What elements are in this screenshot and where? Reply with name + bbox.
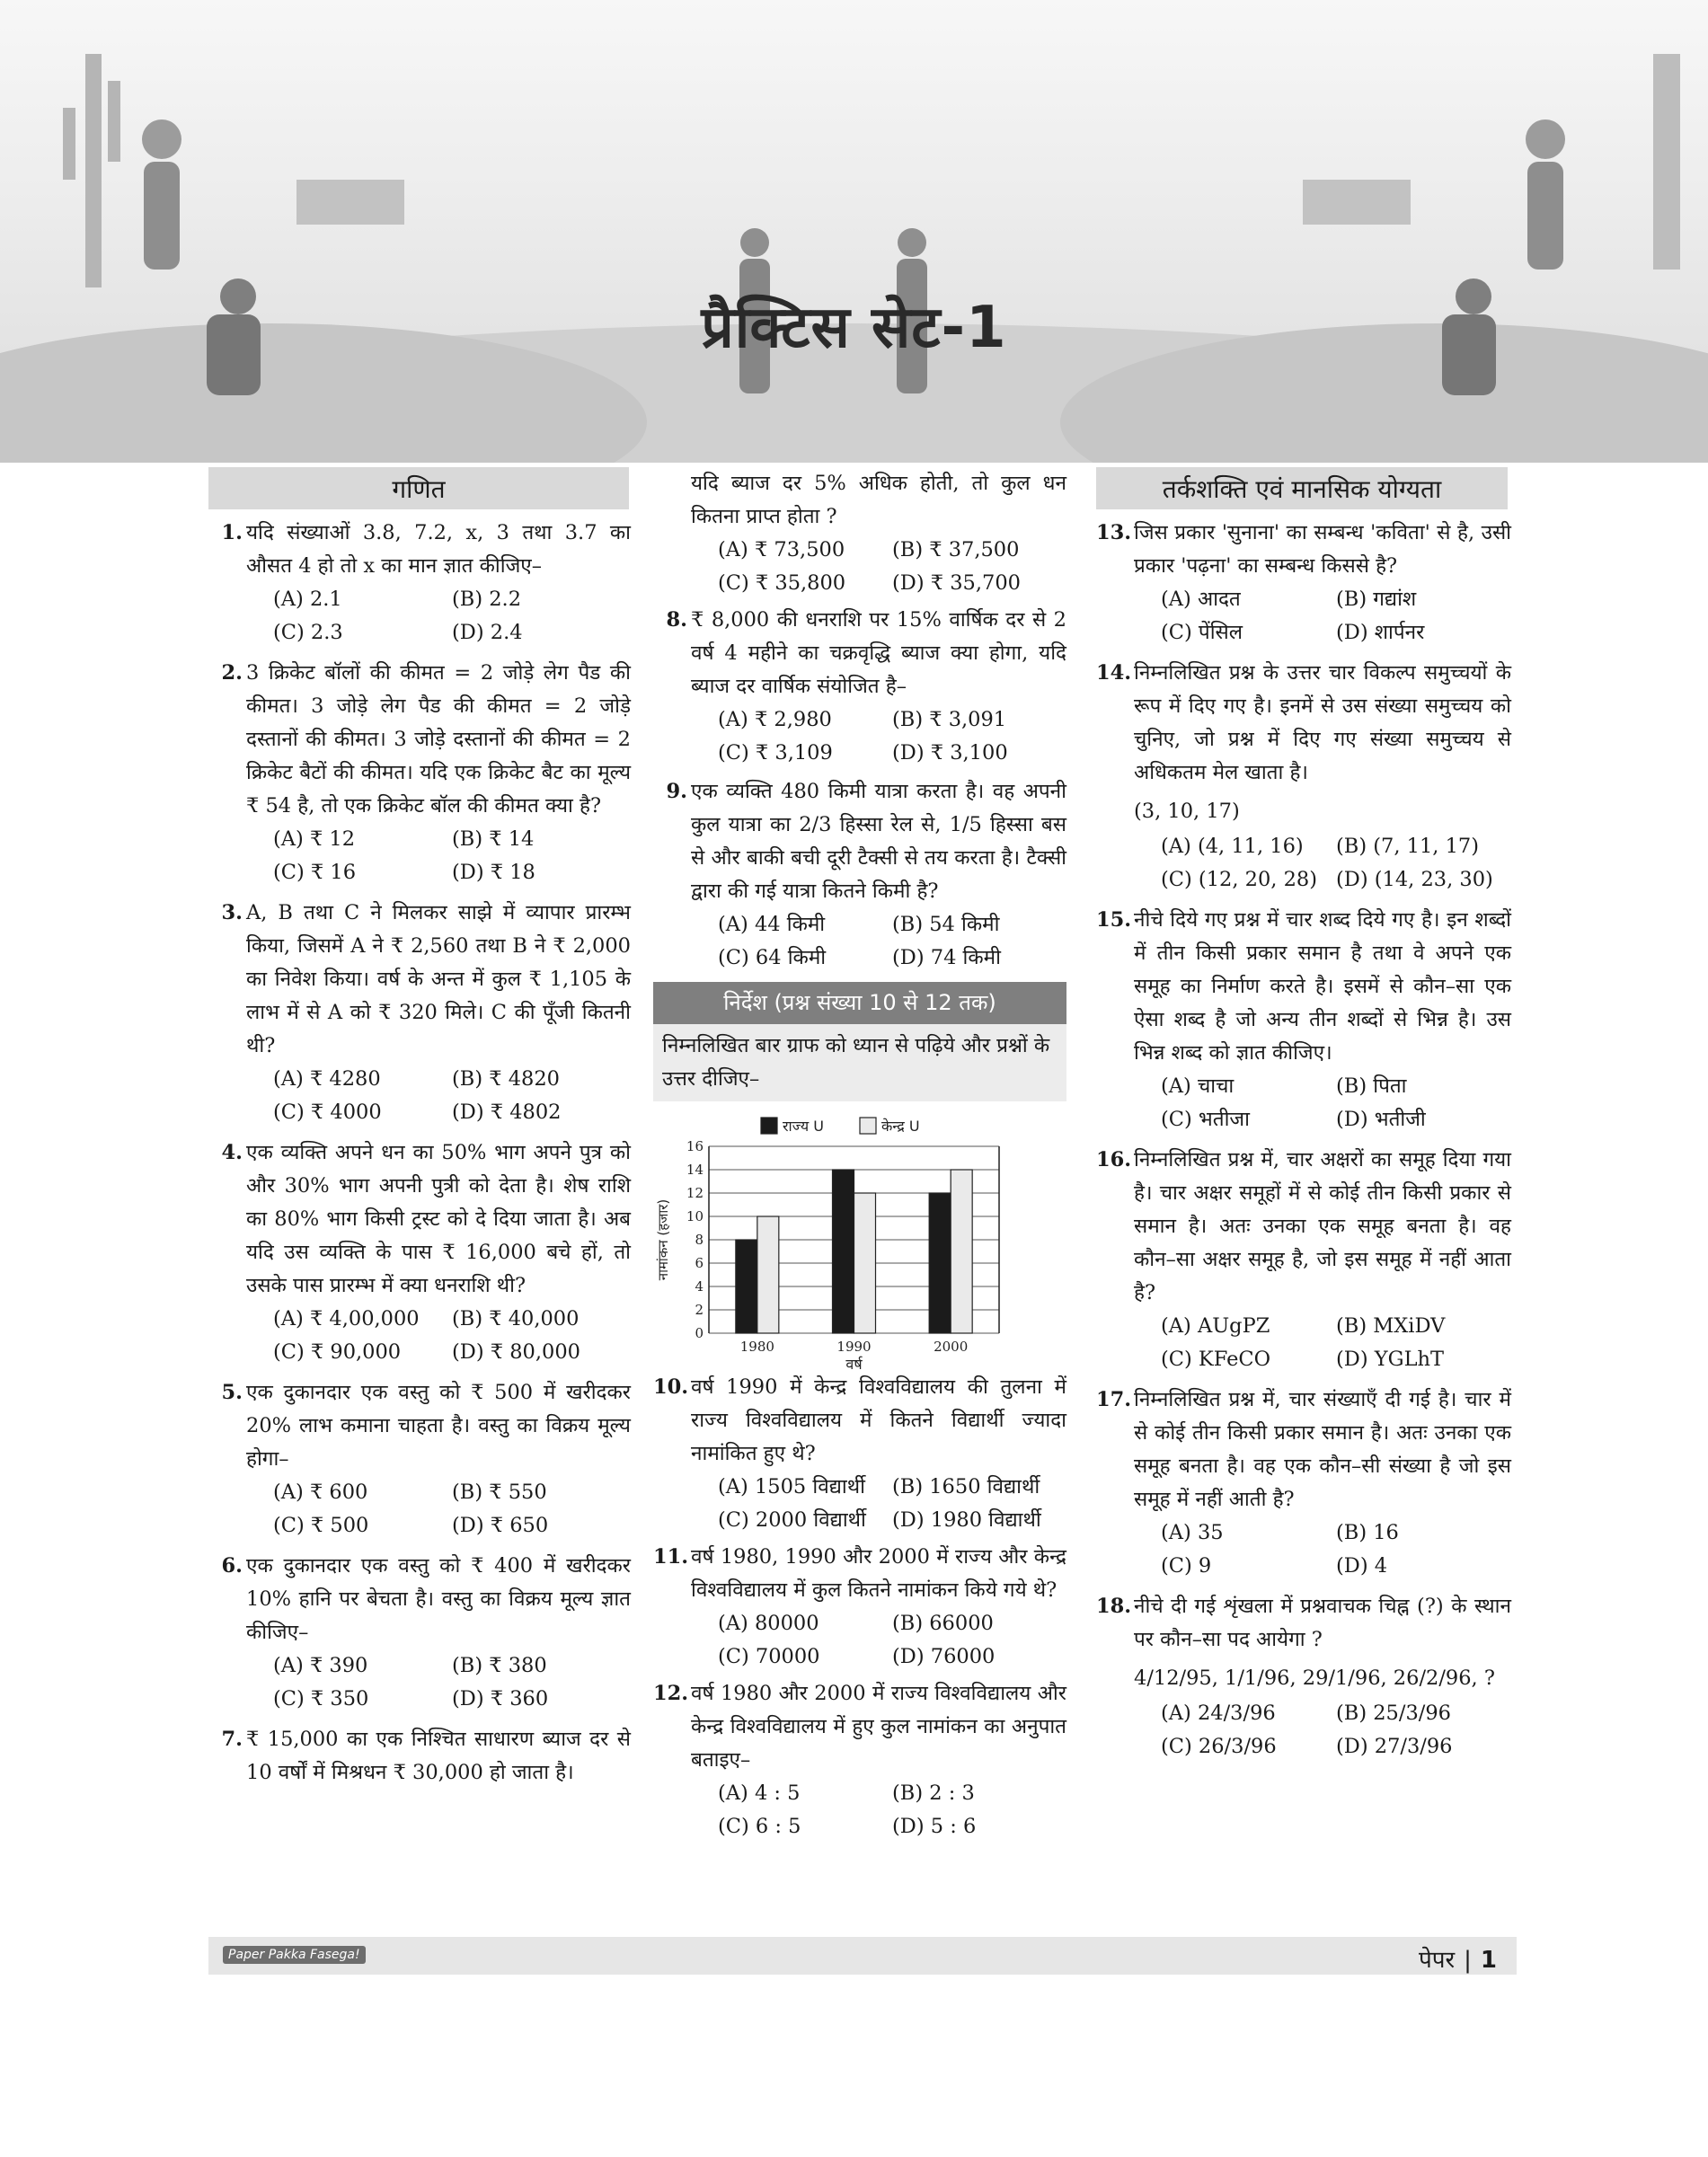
y-tick-label: 10	[686, 1208, 704, 1224]
question-number: 11.	[653, 1545, 689, 1569]
option-c: (C) (12, 20, 28)	[1161, 868, 1317, 891]
question-item	[208, 1136, 631, 1369]
option-a: (A) AUgPZ	[1161, 1314, 1270, 1338]
option-d: (D) ₹ 650	[452, 1514, 549, 1537]
option-b: (B) 2.2	[452, 588, 522, 611]
option-a: (A) ₹ 390	[273, 1654, 368, 1677]
question-item	[208, 1723, 631, 1790]
option-c: (C) ₹ 4000	[273, 1101, 382, 1124]
option-a: (A) 24/3/96	[1161, 1702, 1276, 1725]
option-b: (B) ₹ 37,500	[892, 538, 1020, 561]
legend-label: राज्य U	[783, 1118, 824, 1135]
question-text: वर्ष 1980 और 2000 में राज्य विश्वविद्यालय और केन्द्र विश्वविद्यालय में हुए कुल नामांकन का अनुपात बताइए–	[691, 1682, 1066, 1772]
question-text: जिस प्रकार 'सुनाना' का सम्बन्ध 'कविता' से है, उसी प्रकार 'पढ़ना' का सम्बन्ध किससे है?	[1134, 521, 1511, 578]
question-data: 4/12/95, 1/1/96, 29/1/96, 26/2/96, ?	[1134, 1666, 1495, 1690]
bar-central	[757, 1216, 779, 1333]
question-7-continued	[653, 467, 1066, 600]
y-tick-label: 4	[695, 1278, 704, 1295]
option-b: (B) ₹ 4820	[452, 1067, 560, 1091]
options-grid	[691, 1777, 1066, 1843]
option-d: (D) ₹ 18	[452, 861, 535, 884]
directions-body: निम्नलिखित बार ग्राफ को ध्यान से पढ़िये और प्रश्नों के उत्तर दीजिए–	[653, 1024, 1066, 1101]
page-number-value: 1	[1480, 1947, 1497, 1974]
option-c: (C) 6 : 5	[718, 1815, 801, 1838]
option-b: (B) 66000	[892, 1612, 994, 1635]
option-d: (D) भतीजी	[1336, 1108, 1426, 1131]
x-tick-label: 1990	[836, 1339, 872, 1355]
question-text: निम्नलिखित प्रश्न में, चार अक्षरों का समूह दिया गया है। चार अक्षर समूहों में से कोई तीन किसी प्रकार से समान है। अतः उनका एक समूह बनता है। वह कौन–सा अक्षर समूह है, जो इस समूह में नहीं आता है?	[1134, 1148, 1511, 1304]
options-grid	[691, 703, 1066, 770]
question-number: 8.	[666, 608, 687, 632]
y-tick-label: 8	[695, 1232, 704, 1248]
option-b: (B) 2 : 3	[892, 1781, 975, 1805]
option-c: (C) 70000	[718, 1645, 820, 1668]
option-b: (B) ₹ 14	[452, 827, 535, 851]
option-a: (A) 35	[1161, 1521, 1224, 1544]
options-grid	[246, 1476, 631, 1543]
question-text: निम्नलिखित प्रश्न में, चार संख्याएँ दी गई है। चार में से कोई तीन किसी प्रकार समान है। अतः उनका एक समूह बनता है। वह एक कौन–सी संख्या है जो इस समूह में नहीं आती है?	[1134, 1388, 1511, 1511]
page-footer	[208, 1937, 1517, 1975]
question-text: 3 क्रिकेट बॉलों की कीमत = 2 जोड़े लेग पैड की कीमत। 3 जोड़े लेग पैड की कीमत = 2 जोड़े दस्तानों की कीमत। 3 जोड़े दस्तानों की कीमत = 2 क्रिकेट बैटों की कीमत। यदि एक क्रिकेट बैट का मूल्य ₹ 54 है, तो एक क्रिकेट बॉल की कीमत क्या है?	[246, 661, 631, 818]
question-item	[653, 775, 1066, 975]
question-item	[1096, 657, 1511, 897]
question-text: निम्नलिखित प्रश्न के उत्तर चार विकल्प समुच्चयों के रूप में दिए गए है। इनमें से उस संख्या समुच्चय को चुनिए, जो प्रश्न में दिए गए संख्या समुच्चय से अधिकतम मेल खाता है।	[1134, 661, 1511, 784]
options-grid	[1134, 1516, 1511, 1583]
question-text: यदि संख्याओं 3.8, 7.2, x, 3 तथा 3.7 का औसत 4 हो तो x का मान ज्ञात कीजिए–	[246, 521, 631, 578]
option-b: (B) गद्यांश	[1336, 588, 1417, 611]
option-b: (B) 54 किमी	[892, 913, 1000, 936]
question-item	[653, 1371, 1066, 1537]
question-number: 4.	[221, 1141, 243, 1164]
options-grid	[246, 1649, 631, 1716]
option-d: (D) शार्पनर	[1336, 621, 1425, 644]
options-grid	[246, 823, 631, 889]
option-c: (C) 64 किमी	[718, 946, 827, 969]
option-c: (C) KFeCO	[1161, 1348, 1271, 1371]
y-tick-label: 14	[686, 1162, 704, 1178]
option-d: (D) ₹ 35,700	[892, 571, 1021, 595]
question-number: 10.	[653, 1375, 689, 1399]
question-number: 16.	[1096, 1148, 1132, 1171]
option-c: (C) पेंसिल	[1161, 621, 1243, 644]
option-b: (B) ₹ 40,000	[452, 1307, 580, 1330]
option-a: (A) ₹ 2,980	[718, 708, 832, 731]
option-c: (C) 26/3/96	[1161, 1735, 1277, 1758]
x-axis-label: वर्ष	[845, 1356, 863, 1371]
question-number: 12.	[653, 1682, 689, 1705]
option-b: (B) 16	[1336, 1521, 1399, 1544]
options-grid	[691, 908, 1066, 975]
page-separator: |	[1464, 1947, 1472, 1974]
legend-label: केन्द्र U	[881, 1118, 920, 1135]
question-text: यदि ब्याज दर 5% अधिक होती, तो कुल धन कितना प्राप्त होता ?	[691, 472, 1066, 528]
question-item	[1096, 1383, 1511, 1583]
option-c: (C) 2000 विद्यार्थी	[718, 1508, 866, 1532]
option-a: (A) 2.1	[273, 588, 342, 611]
question-item	[1096, 904, 1511, 1136]
section-heading-maths: गणित	[208, 467, 629, 509]
y-tick-label: 0	[695, 1325, 704, 1341]
x-tick-label: 2000	[934, 1339, 969, 1355]
column-reasoning	[1096, 467, 1511, 1771]
question-data: (3, 10, 17)	[1134, 800, 1240, 823]
question-item	[653, 1541, 1066, 1674]
option-a: (A) चाचा	[1161, 1074, 1235, 1098]
question-text: वर्ष 1980, 1990 और 2000 में राज्य और केन्द्र विश्वविद्यालय में कुल कितने नामांकन किये गये थे?	[691, 1545, 1066, 1602]
option-b: (B) MXiDV	[1336, 1314, 1446, 1338]
question-item	[208, 517, 631, 650]
header-banner	[0, 0, 1708, 463]
question-item	[653, 604, 1066, 770]
question-text: नीचे दिये गए प्रश्न में चार शब्द दिये गए है। इन शब्दों में तीन किसी प्रकार समान है तथा वे अपने एक समूह का निर्माण करते है। इसमें से कौन–सा एक ऐसा शब्द है जो अन्य तीन शब्दों से भिन्न है। उस भिन्न शब्द को ज्ञात कीजिए।	[1134, 908, 1511, 1065]
column-maths	[208, 467, 631, 1797]
question-number: 3.	[221, 901, 243, 924]
option-a: (A) 4 : 5	[718, 1781, 801, 1805]
question-number: 5.	[221, 1381, 243, 1404]
question-text: एक व्यक्ति 480 किमी यात्रा करता है। वह अपनी कुल यात्रा का 2/3 हिस्सा रेल से, 1/5 हिस्सा बस से और बाकी बची दूरी टैक्सी से तय करता है। टैक्सी द्वारा की गई यात्रा कितने किमी है?	[691, 780, 1066, 903]
option-d: (D) 2.4	[452, 621, 523, 644]
banner-illustration	[0, 0, 1708, 463]
question-number: 2.	[221, 661, 243, 685]
x-tick-label: 1980	[739, 1339, 774, 1355]
bar-state	[833, 1170, 854, 1333]
legend-swatch	[860, 1118, 876, 1134]
options-grid	[1134, 830, 1511, 897]
question-number: 18.	[1096, 1595, 1132, 1618]
question-number: 6.	[221, 1554, 243, 1578]
option-b: (B) पिता	[1336, 1074, 1407, 1098]
option-b: (B) 25/3/96	[1336, 1702, 1451, 1725]
question-item	[653, 1677, 1066, 1843]
option-d: (D) 27/3/96	[1336, 1735, 1453, 1758]
option-a: (A) 44 किमी	[718, 913, 826, 936]
option-c: (C) ₹ 350	[273, 1687, 369, 1711]
option-a: (A) ₹ 4280	[273, 1067, 381, 1091]
option-d: (D) 5 : 6	[892, 1815, 977, 1838]
section-heading-reasoning: तर्कशक्ति एवं मानसिक योग्यता	[1096, 467, 1508, 509]
options-grid	[1134, 1310, 1511, 1376]
option-d: (D) 1980 विद्यार्थी	[892, 1508, 1041, 1532]
y-tick-label: 2	[695, 1302, 704, 1318]
option-d: (D) 74 किमी	[892, 946, 1001, 969]
question-item	[1096, 517, 1511, 650]
bar-state	[736, 1240, 757, 1333]
option-b: (B) ₹ 3,091	[892, 708, 1007, 731]
y-axis-label: नामांकन (हजार)	[655, 1198, 671, 1281]
question-text: A, B तथा C ने मिलकर साझे में व्यापार प्रारम्भ किया, जिसमें A ने ₹ 2,560 तथा B ने ₹ 2,000 का निवेश किया। वर्ष के अन्त में कुल ₹ 1,105 के लाभ में से A को ₹ 320 मिले। C की पूँजी कितनी थी?	[246, 901, 631, 1057]
bar-state	[929, 1193, 951, 1333]
question-text: ₹ 8,000 की धनराशि पर 15% वार्षिक दर से 2 वर्ष 4 महीने का चक्रवृद्धि ब्याज क्या होगा, यदि ब्याज दर वार्षिक संयोजित है–	[691, 608, 1066, 698]
question-text: एक व्यक्ति अपने धन का 50% भाग अपने पुत्र को और 30% भाग अपनी पुत्री को देता है। शेष राशि का 80% भाग किसी ट्रस्ट को दे दिया जाता है। अब यदि उस व्यक्ति के पास ₹ 16,000 बचे हों, तो उसके पास प्रारम्भ में क्या धनराशि थी?	[246, 1141, 631, 1297]
y-tick-label: 16	[686, 1138, 704, 1154]
question-number: 15.	[1096, 908, 1132, 932]
option-c: (C) ₹ 35,800	[718, 571, 846, 595]
bar-central	[951, 1170, 972, 1333]
options-grid	[246, 1303, 631, 1369]
question-number: 14.	[1096, 661, 1132, 685]
question-item	[208, 657, 631, 889]
option-d: (D) ₹ 3,100	[892, 741, 1008, 765]
brand-logo: Paper Pakka Fasega!	[223, 1946, 366, 1964]
y-tick-label: 12	[686, 1185, 704, 1201]
question-number: 7.	[221, 1728, 243, 1751]
question-text: एक दुकानदार एक वस्तु को ₹ 400 में खरीदकर 10% हानि पर बेचता है। वस्तु का विक्रय मूल्य ज्ञात कीजिए–	[246, 1554, 631, 1644]
question-text: ₹ 15,000 का एक निश्चित साधारण ब्याज दर से 10 वर्षों में मिश्रधन ₹ 30,000 हो जाता है।	[246, 1728, 631, 1784]
page-title: प्रैक्टिस सेट-1	[701, 295, 1007, 361]
legend-swatch	[761, 1118, 777, 1134]
bar-chart-svg	[653, 1110, 1066, 1371]
option-b: (B) ₹ 550	[452, 1481, 547, 1504]
question-number: 17.	[1096, 1388, 1132, 1411]
question-item	[208, 1376, 631, 1543]
option-c: (C) 2.3	[273, 621, 343, 644]
option-d: (D) ₹ 80,000	[452, 1340, 580, 1364]
options-grid	[246, 583, 631, 650]
option-d: (D) ₹ 360	[452, 1687, 549, 1711]
option-c: (C) ₹ 3,109	[718, 741, 833, 765]
directions-heading: निर्देश (प्रश्न संख्या 10 से 12 तक)	[653, 982, 1066, 1024]
option-b: (B) ₹ 380	[452, 1654, 547, 1677]
options-grid	[1134, 1070, 1511, 1136]
option-c: (C) ₹ 16	[273, 861, 357, 884]
option-d: (D) 76000	[892, 1645, 996, 1668]
question-text: वर्ष 1990 में केन्द्र विश्वविद्यालय की तुलना में राज्य विश्वविद्यालय में कितने विद्यार्थी ज्यादा नामांकित हुए थे?	[691, 1375, 1066, 1465]
bar-central	[854, 1193, 876, 1333]
option-a: (A) ₹ 73,500	[718, 538, 845, 561]
option-d: (D) YGLhT	[1336, 1348, 1445, 1371]
option-a: (A) 1505 विद्यार्थी	[718, 1475, 865, 1498]
option-c: (C) भतीजा	[1161, 1108, 1250, 1131]
question-item	[208, 897, 631, 1129]
question-text: एक दुकानदार एक वस्तु को ₹ 500 में खरीदकर 20% लाभ कमाना चाहता है। वस्तु का विक्रय मूल्य होगा–	[246, 1381, 631, 1471]
question-item	[1096, 1144, 1511, 1376]
options-grid	[691, 1471, 1066, 1537]
question-text: नीचे दी गई शृंखला में प्रश्नवाचक चिह्न (?) के स्थान पर कौन–सा पद आयेगा ?	[1134, 1595, 1511, 1651]
question-number: 1.	[221, 521, 243, 544]
option-a: (A) आदत	[1161, 588, 1241, 611]
option-c: (C) ₹ 500	[273, 1514, 369, 1537]
options-grid	[1134, 1697, 1511, 1764]
question-item	[208, 1550, 631, 1716]
page-number	[1419, 1942, 1497, 1975]
question-item	[1096, 1590, 1511, 1764]
column-middle	[653, 467, 1066, 1847]
options-grid	[246, 1063, 631, 1129]
option-d: (D) ₹ 4802	[452, 1101, 562, 1124]
option-c: (C) 9	[1161, 1554, 1212, 1578]
question-number: 9.	[666, 780, 687, 803]
option-a: (A) ₹ 600	[273, 1481, 368, 1504]
option-a: (A) ₹ 12	[273, 827, 356, 851]
option-d: (D) (14, 23, 30)	[1336, 868, 1493, 891]
y-tick-label: 6	[695, 1255, 704, 1271]
page-label: पेपर	[1418, 1947, 1456, 1974]
bar-chart	[653, 1110, 1066, 1371]
options-grid	[691, 1607, 1066, 1674]
options-grid	[1134, 583, 1511, 650]
option-a: (A) 80000	[718, 1612, 819, 1635]
option-a: (A) (4, 11, 16)	[1161, 835, 1304, 858]
option-c: (C) ₹ 90,000	[273, 1340, 402, 1364]
option-b: (B) 1650 विद्यार्थी	[892, 1475, 1040, 1498]
option-b: (B) (7, 11, 17)	[1336, 835, 1479, 858]
option-d: (D) 4	[1336, 1554, 1388, 1578]
option-a: (A) ₹ 4,00,000	[273, 1307, 420, 1330]
question-number: 13.	[1096, 521, 1132, 544]
